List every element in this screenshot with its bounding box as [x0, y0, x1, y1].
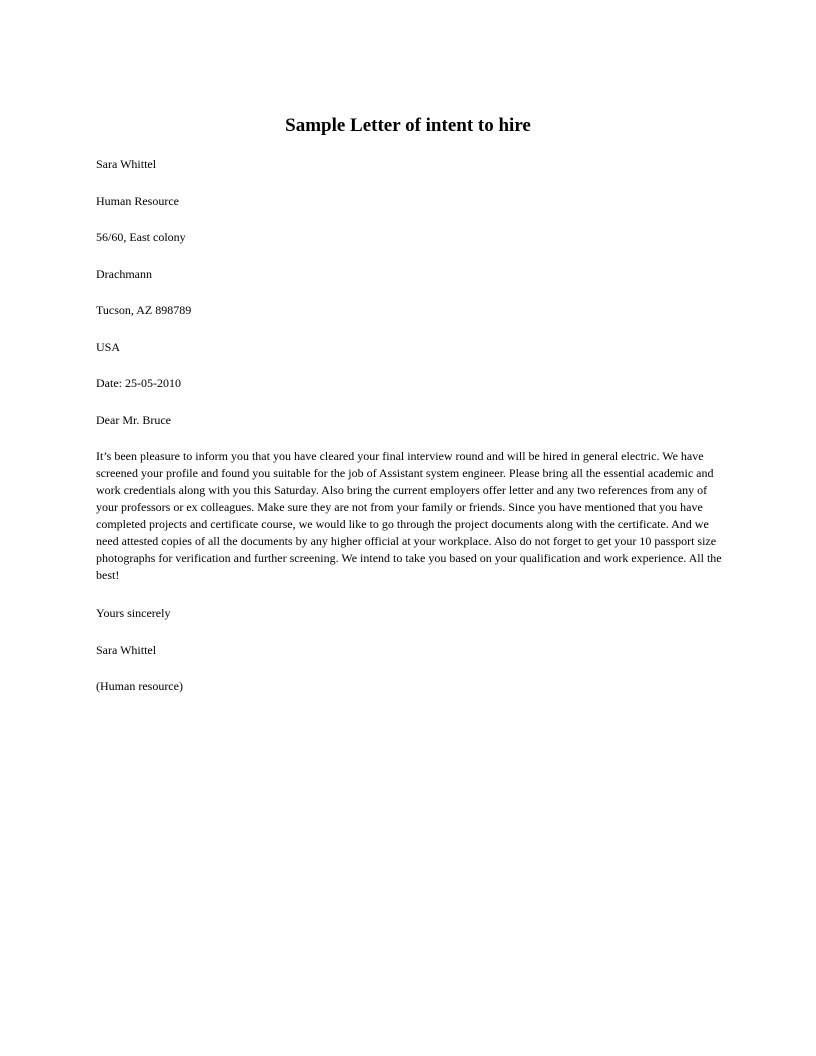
sender-department: Human Resource — [96, 194, 179, 208]
signature-title: (Human resource) — [96, 679, 183, 693]
letter-body: It’s been pleasure to inform you that you have cleared your final interview round and will be hired in general electric. We have screened your profile and found you suitable for the job of Assistant system engineer. Please bring all the essential academic and work credentials along with you this Saturday. Also bring the current employers offer letter and any two references from any of your professors or ex colleagues. Make sure they are not from your family or friends. Since you have mentioned that you have completed projects and certificate course, we would like to go through the project documents along with the certificate. And we need attested copies of all the documents by any higher official at your workplace. Also do not forget to get your 10 passport size photographs for verification and further screening. We intend to take you based on your qualification and work experience. All the best! — [96, 449, 722, 582]
address-line-1: 56/60, East colony — [96, 230, 186, 244]
letter-date: Date: 25-05-2010 — [96, 376, 181, 390]
closing: Yours sincerely — [96, 606, 171, 620]
document-title: Sample Letter of intent to hire — [285, 115, 531, 136]
sender-name: Sara Whittel — [96, 157, 157, 171]
address-country: USA — [96, 340, 121, 354]
address-line-3: Tucson, AZ 898789 — [96, 303, 192, 317]
signature-name: Sara Whittel — [96, 643, 157, 657]
salutation: Dear Mr. Bruce — [96, 413, 171, 427]
address-line-2: Drachmann — [96, 267, 152, 281]
